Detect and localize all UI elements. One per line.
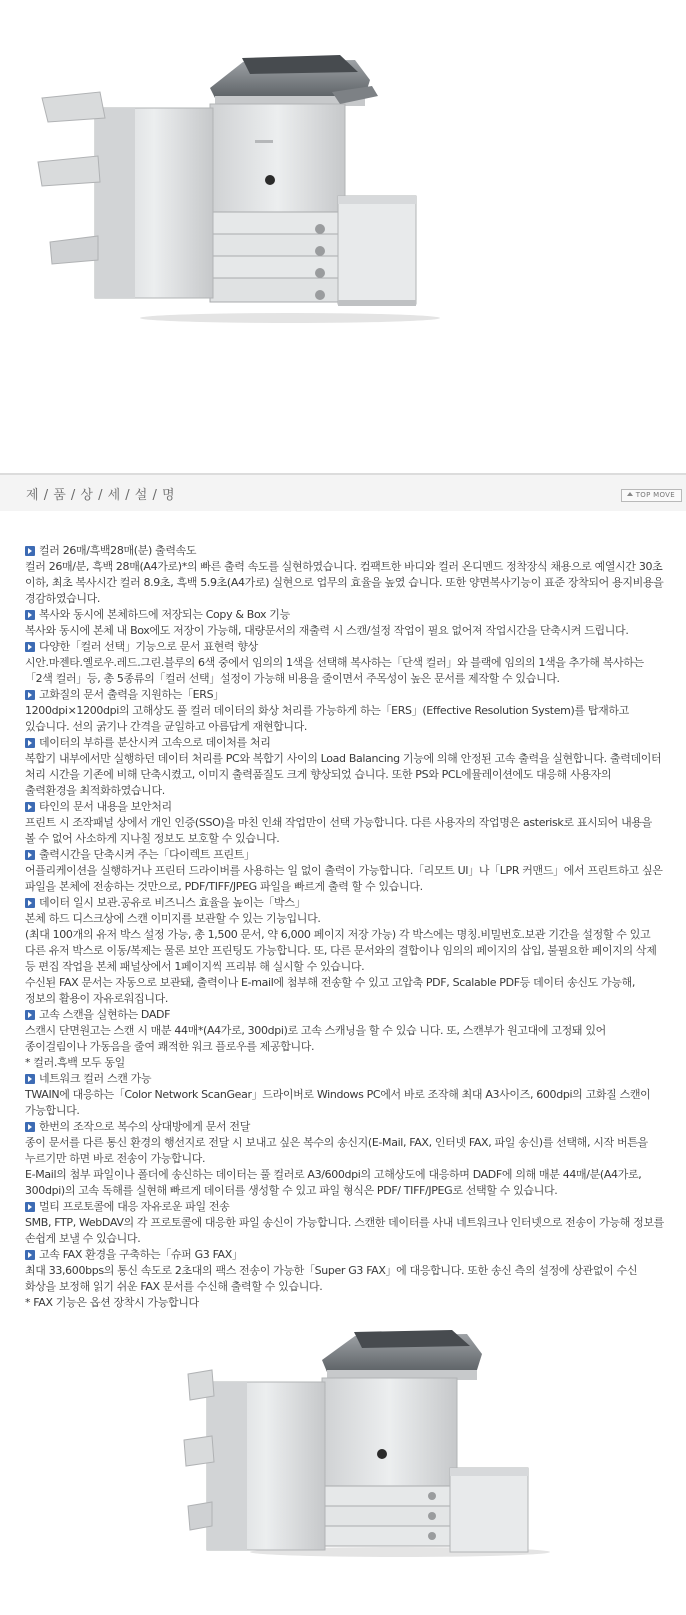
feature-heading [25,543,665,559]
feature-description: 1200dpi×1200dpi의 고해상도 풀 컬러 데이터의 화상 처리를 가능하게 하는「ERS」(Effective Resolution System)를 탑재하고 있습니다. 선의 굵기나 간격을 균일하고 아름답게 재현합니다. [25,704,629,733]
product-image-bottom [0,1330,686,1615]
feature-description: 컬러 26매/분, 흑백 28매(A4가로)*의 빠른 출력 속도를 실현하였습니다. 컴팩트한 바디와 컬러 온디멘드 정착장식 채용으로 예열시간 30초 이하, 최초 복사시간 컬러 8.9초, 흑백 5.9초(A4가로) 실현으로 업무의 효율을 높였 습니다. 또한 양면복사기능이 표준 장착되어 용지비용을 경감하였습니다. [25,560,664,605]
feature-item [25,895,665,1007]
feature-description: 어플리케이션을 실행하거나 프린터 드라이버를 사용하는 일 없이 출력이 가능합니다.「리모트 UI」나「LPR 커맨드」에서 프린트하고 싶은 파일을 본체에 전송하는 것만으로, PDF/TIFF/JPEG 파일을 빠르게 출력 할 수 있습니다. [25,864,663,893]
arrow-bullet-icon [25,610,35,620]
feature-heading [25,1007,665,1023]
section-title: 제 / 품 / 상 / 세 / 설 / 명 [26,488,176,503]
section-header-bar [0,473,686,511]
feature-heading-text: 고속 스캔을 실현하는 DADF [39,1008,171,1021]
feature-item [25,1247,665,1311]
feature-description: 종이 문서를 다른 통신 환경의 행선지로 전달 시 보내고 싶은 복수의 송신지(E-Mail, FAX, 인터넷 FAX, 파일 송신)를 선택해, 시작 버튼을 누르기만 하면 바로 전송이 가능합니다. [25,1136,648,1165]
top-move-arrow-icon [627,492,633,496]
feature-description: E-Mail의 첨부 파일이나 폴더에 송신하는 데이터는 풀 컬러로 A3/600dpi의 고해상도에 대응하며 DADF에 의해 매분 44매/분(A4가로, 300dpi)의 고속 독해를 실현해 빠르게 데이터를 생성할 수 있고 파일 형식은 PDF/ TIFF/JPEG로 선택할 수 있습니다. [25,1168,642,1197]
arrow-bullet-icon [25,802,35,812]
feature-description: 스캔시 단면원고는 스캔 시 매분 44매*(A4가로, 300dpi)로 고속 스캐닝을 할 수 있습 니다. 또, 스캔부가 원고대에 고정돼 있어 종이걸림이나 가동음을 줄여 쾌적한 워크 플로우를 제공합니다. [25,1024,606,1053]
feature-heading-text: 타인의 문서 내용을 보안처리 [39,800,172,813]
feature-heading [25,735,665,751]
arrow-bullet-icon [25,642,35,652]
feature-description: 시안.마젠타.옐로우.레드.그린.블루의 6색 중에서 임의의 1색을 선택해 복사하는「단색 컬러」와 블랙에 임의의 1색을 추가해 복사하는「2색 컬러」등, 총 5종류의「컬러 선택」설정이 가능해 비용을 줄이면서 주목성이 높은 문서를 제작할 수 있습니다. [25,656,644,685]
product-image-top [0,0,686,440]
feature-item [25,1071,665,1119]
top-move-button[interactable] [621,489,682,502]
feature-item [25,735,665,799]
feature-description: (최대 100개의 유저 박스 설정 가능, 총 1,500 문서, 약 6,000 페이지 저장 가능) 각 박스에는 명칭.비밀번호.보관 기간을 설정할 수 있고 다른 유저 박스로 이동/복제는 물론 보안 프린팅도 가능합니다. 또, 다른 문서와의 결합이나 임의의 페이지의 삽입, 불필요한 페이지의 삭제 등 편집 작업을 본체 패널상에서 1페이지씩 프리뷰 해 실시할 수 있습니다. [25,928,657,973]
feature-heading-text: 고속 FAX 환경을 구축하는「슈퍼 G3 FAX」 [39,1248,243,1261]
feature-item [25,1007,665,1071]
feature-heading [25,1247,665,1263]
feature-heading-text: 한번의 조작으로 복수의 상대방에게 문서 전달 [39,1120,250,1133]
feature-item [25,543,665,607]
feature-heading-text: 고화질의 문서 출력을 지원하는「ERS」 [39,688,224,701]
feature-item [25,847,665,895]
feature-heading-text: 다양한「컬러 선택」기능으로 문서 표현력 향상 [39,640,258,653]
feature-heading [25,799,665,815]
feature-heading-text: 네트워크 컬러 스캔 가능 [39,1072,152,1085]
arrow-bullet-icon [25,738,35,748]
feature-heading [25,639,665,655]
feature-description: 최대 33,600bps의 통신 속도로 2초대의 팩스 전송이 가능한「Super G3 FAX」에 대응합니다. 또한 송신 측의 설정에 상관없이 수신 화상을 보정해 읽기 쉬운 FAX 문서를 수신해 출력할 수 있습니다. [25,1264,638,1293]
feature-heading [25,895,665,911]
feature-list [25,543,665,1311]
arrow-bullet-icon [25,546,35,556]
feature-item [25,1119,665,1199]
arrow-bullet-icon [25,690,35,700]
feature-item [25,799,665,847]
feature-item [25,607,665,639]
feature-item [25,1199,665,1247]
arrow-bullet-icon [25,1250,35,1260]
feature-description: * 컬러.흑백 모두 동일 [25,1056,125,1069]
arrow-bullet-icon [25,850,35,860]
feature-heading [25,607,665,623]
feature-description: SMB, FTP, WebDAV의 각 프로토콜에 대응한 파일 송신이 가능합니다. 스캔한 데이터를 사내 네트워크나 인터넷으로 전송이 가능해 정보를 손쉽게 보낼 수 있습니다. [25,1216,664,1245]
arrow-bullet-icon [25,1074,35,1084]
arrow-bullet-icon [25,1202,35,1212]
feature-heading-text: 출력시간을 단축시켜 주는「다이렉트 프린트」 [39,848,255,861]
feature-heading [25,847,665,863]
feature-description: 수신된 FAX 문서는 자동으로 보관돼, 출력이나 E-mail에 첨부해 전송할 수 있고 고압축 PDF, Scalable PDF등 데이터 송신도 가능해, 정보의 활용이 자유로워집니다. [25,976,636,1005]
arrow-bullet-icon [25,898,35,908]
feature-item [25,687,665,735]
feature-description: TWAIN에 대응하는「Color Network ScanGear」드라이버로 Windows PC에서 바로 조작해 최대 A3사이즈, 600dpi의 고화질 스캔이 가능합니다. [25,1088,651,1117]
top-move-label: TOP MOVE [635,491,675,499]
feature-heading [25,687,665,703]
feature-heading [25,1199,665,1215]
feature-heading [25,1119,665,1135]
feature-heading-text: 컬러 26매/흑백28매(분) 출력속도 [39,544,197,557]
feature-heading-text: 데이터 일시 보관.공유로 비즈니스 효율을 높이는「박스」 [39,896,306,909]
feature-description: 프린트 시 조작패널 상에서 개인 인증(SSO)을 마친 인쇄 작업만이 선택 가능합니다. 다른 사용자의 작업명은 asterisk로 표시되어 내용을 볼 수 없어 사소하게 지나칠 정보도 보호할 수 있습니다. [25,816,652,845]
feature-description: 복합기 내부에서만 실행하던 데이터 처리를 PC와 복합기 사이의 Load Balancing 기능에 의해 안정된 고속 출력을 실현합니다. 출력데이터 처리 시간을 기존에 비해 단축시켰고, 이미지 출력품질도 크게 향상되었 습니다. 또한 PS와 PCL에뮬레이션에도 대응해 사용자의 출력환경을 최적화하였습니다. [25,752,662,797]
feature-item [25,639,665,687]
feature-heading-text: 복사와 동시에 본체하드에 저장되는 Copy & Box 기능 [39,608,290,621]
feature-description: 본체 하드 디스크상에 스캔 이미지를 보관할 수 있는 기능입니다. [25,912,321,925]
feature-heading [25,1071,665,1087]
feature-description: 복사와 동시에 본체 내 Box에도 저장이 가능해, 대량문서의 재출력 시 스캔/설정 작업이 필요 없어져 작업시간을 단축시켜 드립니다. [25,624,629,637]
arrow-bullet-icon [25,1122,35,1132]
feature-heading-text: 멀티 프로토콜에 대응 자유로운 파일 전송 [39,1200,230,1213]
feature-heading-text: 데이터의 부하를 분산시켜 고속으로 데이처를 처리 [39,736,271,749]
arrow-bullet-icon [25,1010,35,1020]
feature-description: * FAX 기능은 옵션 장착시 가능합니다 [25,1296,199,1309]
